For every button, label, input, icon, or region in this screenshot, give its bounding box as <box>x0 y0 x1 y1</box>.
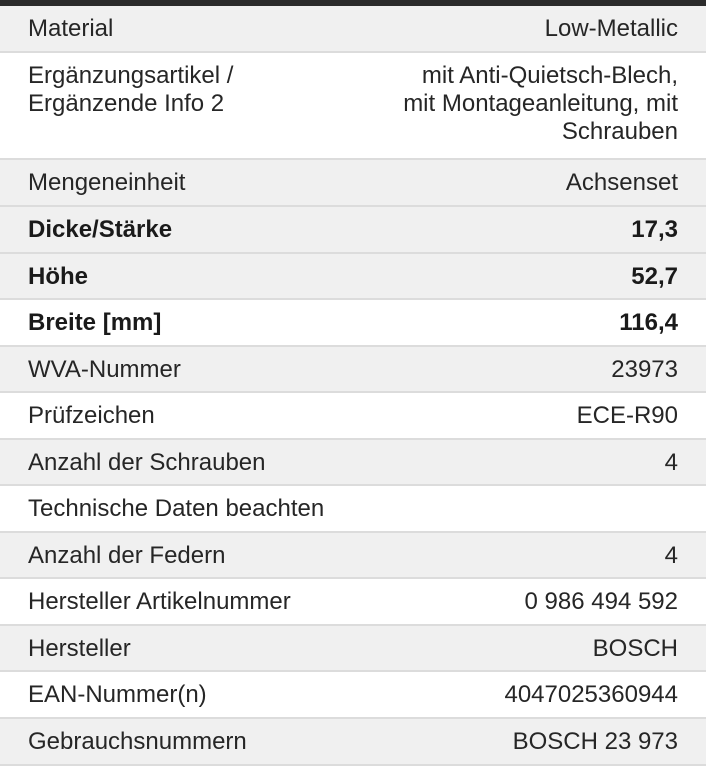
spec-value: BOSCH 23 973 <box>512 728 678 755</box>
spec-row-wva-nummer <box>0 347 706 393</box>
spec-value: ECE-R90 <box>576 402 678 429</box>
spec-value: 4 <box>664 449 678 476</box>
spec-row-hersteller <box>0 626 706 672</box>
spec-label: Gebrauchsnummern <box>28 728 247 755</box>
spec-label: WVA-Nummer <box>28 356 181 383</box>
spec-row-hoehe <box>0 254 706 300</box>
spec-row-dicke <box>0 207 706 254</box>
spec-value: mit Anti-Quietsch-Blech, mit Montageanleitung, mit Schrauben <box>403 62 678 145</box>
spec-value: 52,7 <box>631 263 678 290</box>
spec-label: EAN-Nummer(n) <box>28 681 207 708</box>
spec-row-hersteller-artikelnummer <box>0 579 706 626</box>
spec-value: 17,3 <box>631 216 678 243</box>
spec-row-ean-nummer <box>0 672 706 719</box>
spec-label: Mengeneinheit <box>28 169 186 196</box>
spec-row-mengeneinheit <box>0 160 706 207</box>
spec-label: Anzahl der Schrauben <box>28 449 266 476</box>
spec-label: Anzahl der Federn <box>28 542 226 569</box>
spec-label: Hersteller Artikelnummer <box>28 588 291 615</box>
spec-value: BOSCH <box>592 635 678 662</box>
spec-row-pruefzeichen <box>0 393 706 440</box>
spec-value: 4 <box>664 542 678 569</box>
spec-value: 4047025360944 <box>504 681 678 708</box>
spec-label: Material <box>28 15 114 42</box>
spec-label: Technische Daten beachten <box>28 495 325 522</box>
spec-label: Breite [mm] <box>28 309 162 336</box>
spec-row-material <box>0 6 706 53</box>
spec-table <box>0 6 706 766</box>
spec-label: Dicke/Stärke <box>28 216 173 243</box>
spec-row-gebrauchsnummern <box>0 719 706 766</box>
spec-label: Ergänzungsartikel / Ergänzende Info 2 <box>28 62 234 117</box>
spec-value: 23973 <box>611 356 678 383</box>
spec-label: Prüfzeichen <box>28 402 155 429</box>
spec-value: 116,4 <box>619 309 678 336</box>
spec-row-anzahl-federn <box>0 533 706 579</box>
spec-row-anzahl-schrauben <box>0 440 706 486</box>
spec-row-breite <box>0 300 706 347</box>
spec-value: Achsenset <box>565 169 678 196</box>
spec-label: Hersteller <box>28 635 131 662</box>
spec-row-technische-daten <box>0 486 706 533</box>
spec-value: 0 986 494 592 <box>524 588 678 615</box>
spec-value: Low-Metallic <box>544 15 678 42</box>
spec-label: Höhe <box>28 263 88 290</box>
spec-row-ergaenzungsartikel <box>0 53 706 160</box>
